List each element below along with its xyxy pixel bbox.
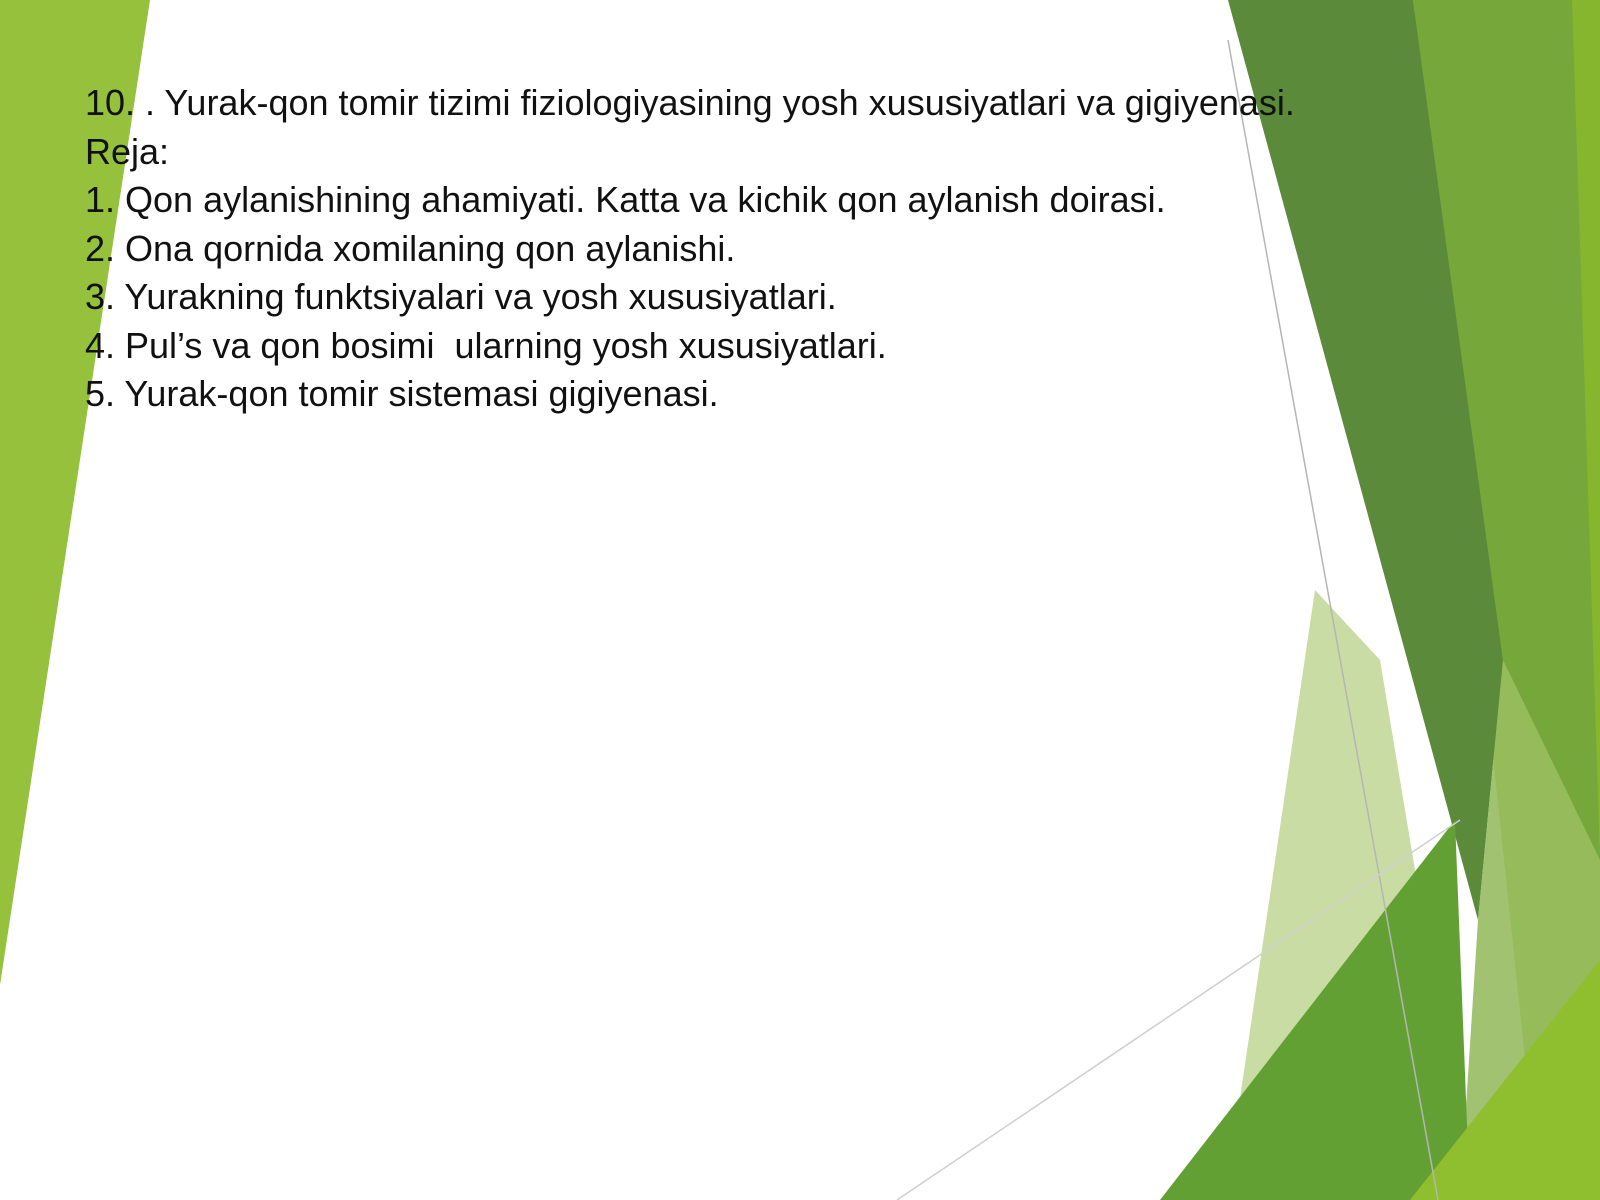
plan-label: Reja: [85, 130, 170, 172]
plan-item-2: 2. Ona qornida xomilaning qon aylanishi. [85, 227, 736, 269]
plan-item-5: 5. Yurak-qon tomir sistemasi gigiyenasi. [85, 373, 719, 414]
plan-item-4: 4. Pul’s va qon bosimi ularning yosh xususiyatlari. [85, 324, 887, 366]
slide-title: 10. . Yurak-qon tomir tizimi fiziologiyasining yosh xususiyatlari va gigiyenasi. [85, 82, 1295, 123]
plan-item-1: 1. Qon aylanishining ahamiyati. Katta va kichik qon aylanish doirasi. [85, 179, 1166, 220]
plan-item-3: 3. Yurakning funktsiyalari va yosh xususiyatlari. [85, 276, 837, 317]
slide-text-body [85, 79, 1525, 419]
